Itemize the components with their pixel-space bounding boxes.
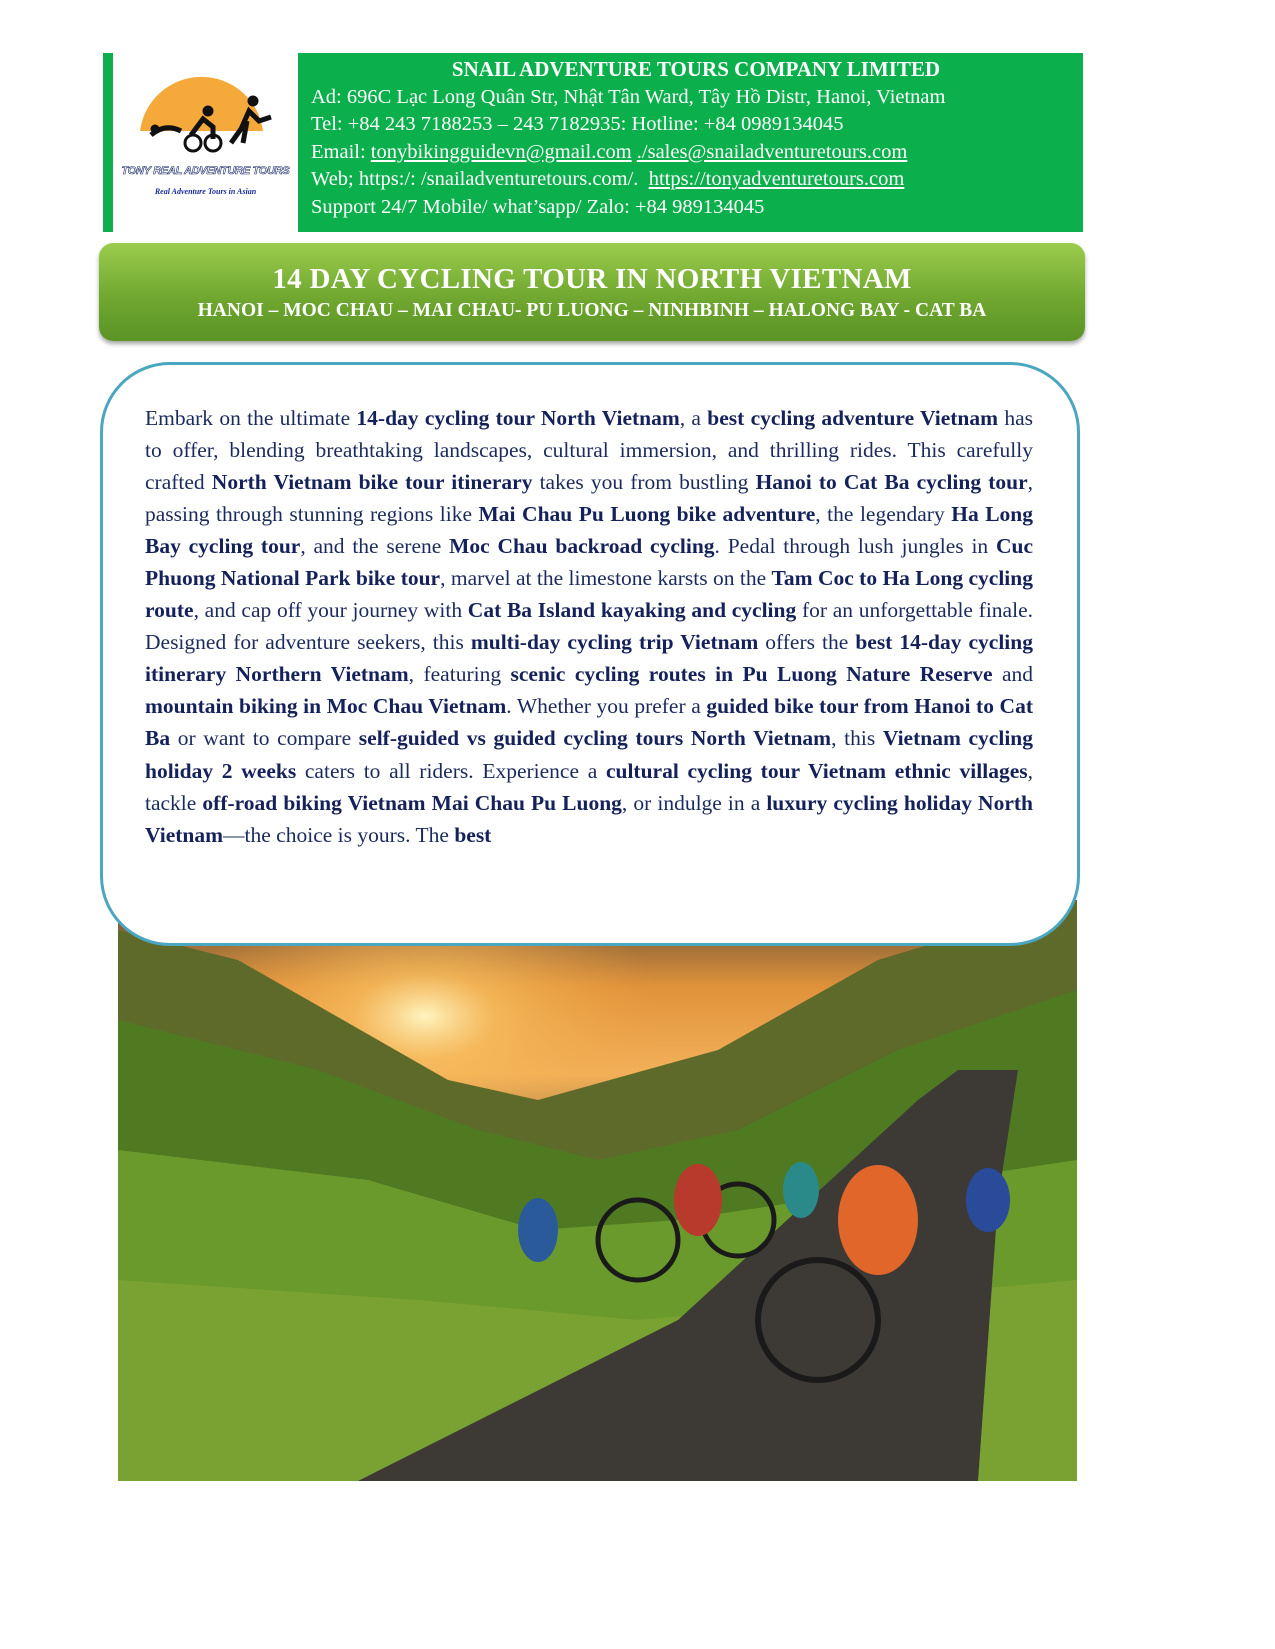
intro-text: , or indulge in a	[621, 790, 767, 815]
intro-text: —the choice is yours. The	[223, 822, 455, 847]
intro-text: , this	[831, 726, 883, 751]
sun-cyclist-logo-icon	[113, 53, 298, 163]
keyword-phrase: Moc Chau backroad cycling	[449, 534, 715, 559]
keyword-phrase: Hanoi to Cat Ba cycling tour	[755, 470, 1028, 495]
keyword-phrase: self-guided vs guided cycling tours North Vietnam	[358, 726, 832, 751]
keyword-phrase: off-road biking Vietnam Mai Chau Pu Luong	[202, 790, 622, 815]
keyword-phrase: multi-day cycling trip Vietnam	[470, 630, 759, 655]
tour-route: HANOI – MOC CHAU – MAI CHAU- PU LUONG – NINHBINH – HALONG BAY - CAT BA	[197, 300, 987, 321]
company-header	[103, 53, 1083, 232]
keyword-phrase: best 14-day cycling itinerary Northern Vietnam	[145, 630, 1033, 687]
keyword-phrase: Cuc Phuong National Park bike tour	[145, 534, 1033, 591]
intro-text: , passing through stunning regions like	[145, 470, 1033, 527]
intro-paragraph	[145, 402, 1033, 910]
keyword-phrase: mountain biking in Moc Chau Vietnam	[145, 694, 507, 719]
web-label: Web; https:/: /snailadventuretours.com/.	[311, 168, 649, 190]
keyword-phrase: Tam Coc to Ha Long cycling route	[145, 566, 1033, 623]
email-label: Email:	[311, 140, 371, 163]
company-email	[311, 139, 1081, 167]
intro-text: , featuring	[408, 662, 511, 687]
intro-text-box	[100, 362, 1080, 946]
intro-text: , marvel at the limestone karsts on the	[440, 566, 772, 591]
cycling-photo	[118, 900, 1077, 1481]
company-logo	[113, 53, 298, 232]
company-info	[311, 56, 1081, 221]
company-name: SNAIL ADVENTURE TOURS COMPANY LIMITED	[451, 57, 941, 81]
logo-title: TONY REAL ADVENTURE TOURS	[121, 165, 290, 177]
keyword-phrase: Ha Long Bay cycling tour	[145, 502, 1033, 559]
intro-text: , and the serene	[300, 534, 450, 559]
intro-text: . Pedal through lush jungles in	[714, 534, 996, 559]
intro-text: , and cap off your journey with	[193, 598, 468, 623]
keyword-phrase: best cycling adventure Vietnam	[707, 406, 999, 430]
keyword-phrase: 14-day cycling tour North Vietnam	[356, 406, 680, 430]
intro-text: , a	[679, 406, 708, 430]
intro-text: and	[992, 662, 1033, 687]
intro-text: , the legendary	[815, 502, 952, 527]
keyword-phrase: best	[454, 822, 492, 847]
keyword-phrase: North Vietnam bike tour itinerary	[211, 470, 533, 495]
intro-text: or want to compare	[170, 726, 359, 751]
intro-text: offers the	[758, 630, 856, 655]
tour-title: 14 DAY CYCLING TOUR IN NORTH VIETNAM	[272, 263, 912, 295]
logo-tagline: Real Adventure Tours in Asian	[154, 187, 257, 196]
intro-text: takes you from bustling	[532, 470, 756, 495]
keyword-phrase: cultural cycling tour Vietnam ethnic villages	[605, 758, 1028, 783]
intro-text: for an unforgettable finale. Designed for adventure seekers, this	[145, 598, 1033, 655]
intro-text: Embark on the ultimate	[145, 406, 357, 430]
intro-text: has to offer, blending breathtaking landscapes, cultural immersion, and thrilling rides. This carefully crafted	[145, 406, 1033, 495]
email-link-1[interactable]: tonybikingguidevn@gmail.com	[370, 140, 632, 163]
keyword-phrase: Vietnam cycling holiday 2 weeks	[145, 726, 1033, 783]
company-address: Ad: 696C Lạc Long Quân Str, Nhật Tân Ward, Tây Hồ Distr, Hanoi, Vietnam	[311, 85, 946, 108]
intro-text: caters to all riders. Experience a	[296, 758, 606, 783]
keyword-phrase: luxury cycling holiday North Vietnam	[145, 790, 1033, 847]
keyword-phrase: Mai Chau Pu Luong bike adventure	[478, 502, 816, 527]
intro-text: , tackle	[145, 758, 1033, 815]
email-link-2[interactable]: ./sales@snailadventuretours.com	[636, 140, 908, 163]
company-web	[311, 166, 1081, 194]
keyword-phrase: guided bike tour from Hanoi to Cat Ba	[145, 694, 1033, 751]
sunset-cyclists-image	[118, 900, 1077, 1481]
tour-title-banner	[99, 243, 1085, 341]
web-link[interactable]: https://tonyadventuretours.com	[648, 168, 905, 190]
company-support: Support 24/7 Mobile/ what’sapp/ Zalo: +84 989134045	[311, 195, 765, 218]
keyword-phrase: Cat Ba Island kayaking and cycling	[467, 598, 797, 623]
intro-text: . Whether you prefer a	[506, 694, 707, 719]
company-tel: Tel: +84 243 7188253 – 243 7182935: Hotline: +84 0989134045	[311, 113, 844, 135]
keyword-phrase: scenic cycling routes in Pu Luong Nature Reserve	[510, 662, 993, 687]
